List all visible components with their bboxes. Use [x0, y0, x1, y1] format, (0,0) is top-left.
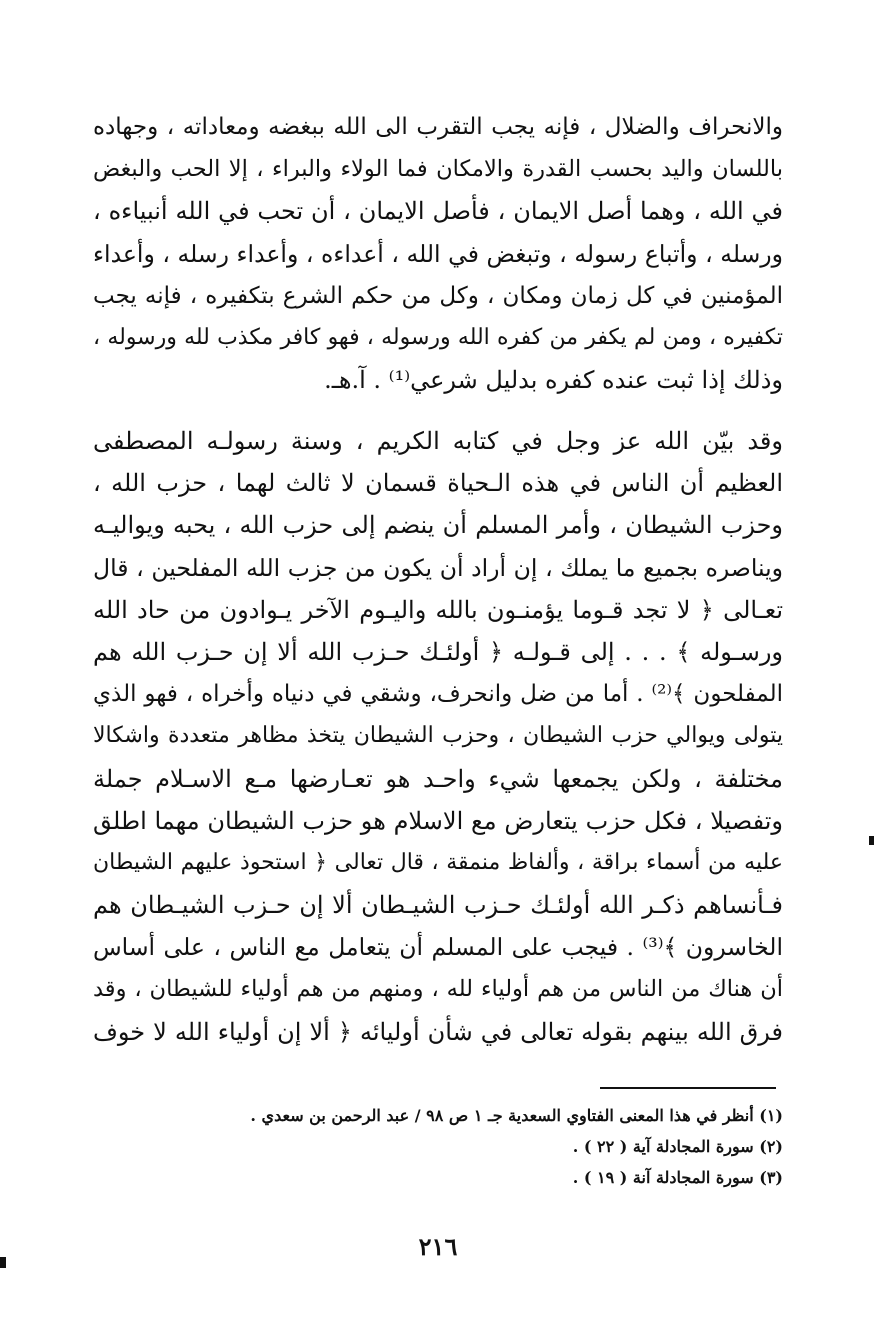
footnote-3: (٣) سورة المجادلة آنة ( ١٩ ) . — [572, 1168, 783, 1187]
text-line: تكفيره ، ومن لم يكفر من كفره الله ورسوله ، فهو كافر مكذب لله ورسوله ، — [93, 324, 783, 350]
text-line: ورسله ، وأتباع رسوله ، وتبغض في الله ، أعداءه ، وأعداء رسله ، وأعداء — [93, 239, 783, 268]
footnote-2: (٢) سورة المجادلة آية ( ٢٢ ) . — [572, 1137, 783, 1156]
text-line: المؤمنين في كل زمان ومكان ، وكل من حكم الشرع بتكفيره ، فإنه يجب — [93, 282, 783, 309]
text-line: المفلحون ﴾⁽²⁾ . أما من ضل وانحرف، وشقي في دنياه وأخراه ، فهو الذي — [93, 681, 783, 708]
text-line: وحزب الشيطان ، وأمر المسلم أن ينضم إلى حزب الله ، يحبه ويواليـه — [93, 511, 783, 540]
page-number: ٢١٦ — [418, 1232, 458, 1261]
footnote-divider — [600, 1087, 776, 1089]
paragraph-2 — [93, 420, 783, 1053]
text-line: وذلك إذا ثبت عنده كفره بدليل شرعي⁽¹⁾ . آ.هـ. — [324, 366, 783, 395]
footnotes — [93, 1100, 783, 1193]
text-line: والانحراف والضلال ، فإنه يجب التقرب الى الله ببغضه ومعاداته ، وجهاده — [93, 114, 783, 140]
text-line: في الله ، وهما أصل الايمان ، فأصل الايمان ، أن تحب في الله أنبياءه ، — [93, 197, 783, 226]
text-line: عليه من أسماء براقة ، وألفاظ منمقة ، قال تعالى ﴿ استحوذ عليهم الشيطان — [93, 849, 783, 875]
scan-mark — [869, 836, 874, 845]
text-line: مختلفة ، ولكن يجمعها شيء واحـد هو تعـارضها مـع الاسـلام جملة — [93, 764, 783, 793]
text-line: الخاسرون ﴾⁽³⁾ . فيجب على المسلم أن يتعامل مع الناس ، على أساس — [93, 933, 783, 962]
paragraph-1 — [93, 106, 783, 401]
text-line: ورسـوله ﴾ . . . إلى قـولـه ﴿ أولئـك حـزب الله ألا إن حـزب الله هم — [93, 637, 783, 666]
text-line: أن هناك من الناس من هم أولياء لله ، ومنهم من هم أولياء للشيطان ، وقد — [93, 976, 783, 1003]
text-line: تعـالى ﴿ لا تجد قـوما يؤمنـون بالله واليـوم الآخر يـوادون من حاد الله — [93, 595, 783, 624]
scan-mark — [0, 1257, 6, 1268]
text-line: فرق الله بينهم بقوله تعالى في شأن أوليائه ﴿ ألا إن أولياء الله لا خوف — [93, 1017, 783, 1046]
text-line: العظيم أن الناس في هذه الـحياة قسمان لا ثالث لهما ، حزب الله ، — [93, 469, 783, 498]
text-line: وقد بيّن الله عز وجل في كتابه الكريم ، وسنة رسولـه المصطفى — [93, 427, 783, 455]
footnote-1: (١) أنظر في هذا المعنى الفتاوي السعدية جـ ١ ص ٩٨ / عبد الرحمن بن سعدي . — [250, 1106, 783, 1125]
text-line: فـأنساهم ذكـر الله أولئـك حـزب الشيـطان ألا إن حـزب الشيـطان هم — [93, 891, 783, 920]
text-line: ويناصره بجميع ما يملك ، إن أراد أن يكون من جزب الله المفلحين ، قال — [93, 553, 783, 582]
text-line: يتولى ويوالي حزب الشيطان ، وحزب الشيطان يتخذ مظاهر متعددة واشكالا — [93, 723, 783, 749]
text-line: وتفصيلا ، فكل حزب يتعارض مع الاسلام هو حزب الشيطان مهما اطلق — [93, 806, 783, 835]
text-line: باللسان واليد بحسب القدرة والامكان فما الولاء والبراء ، إلا الحب والبغض — [93, 156, 783, 183]
